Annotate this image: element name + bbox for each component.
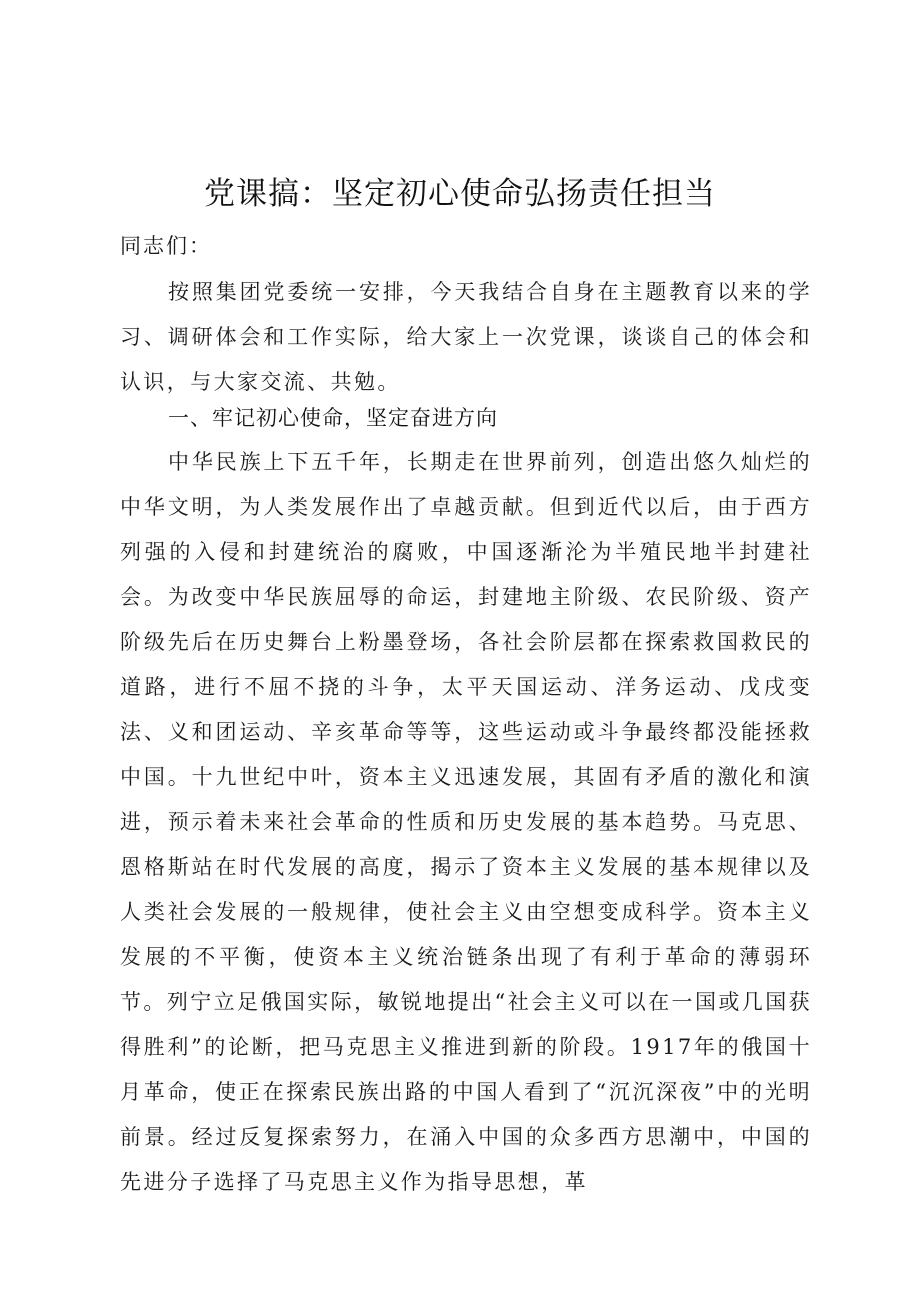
body-paragraph: 中华民族上下五千年，长期走在世界前列，创造出悠久灿烂的中华文明，为人类发展作出了卓越贡献。但到近代以后，由于西方列强的入侵和封建统治的腐败，中国逐渐沦为半殖民地半封建社会。为改变中华民族屈辱的命运，封建地主阶级、农民阶级、资产阶级先后在历史舞台上粉墨登场，各社会阶层都在探索救国救民的道路，进行不屈不挠的斗争，太平天国运动、洋务运动、戊戌变法、义和团运动、辛亥革命等等，这些运动或斗争最终都没能拯救中国。十九世纪中叶，资本主义迅速发展，其固有矛盾的激化和演进，预示着未来社会革命的性质和历史发展的基本趋势。马克思、恩格斯站在时代发展的高度，揭示了资本主义发展的基本规律以及人类社会发展的一般规律，使社会主义由空想变成科学。资本主义发展的不平衡，使资本主义统治链条出现了有利于革命的薄弱环节。列宁立足俄国实际，敏锐地提出“社会主义可以在一国或几国获得胜利”的论断，把马克思主义推进到新的阶段。1917年的俄国十月革命，使正在探索民族出路的中国人看到了“沉沉深夜”中的光明前景。经过反复探索努力，在涌入中国的众多西方思潮中，中国的先进分子选择了马克思主义作为指导思想，革 <box>120 450 812 1194</box>
intro-paragraph: 按照集团党委统一安排，今天我结合自身在主题教育以来的学习、调研体会和工作实际，给大家上一次党课，谈谈自己的体会和认识，与大家交流、共勉。 <box>120 280 812 394</box>
section-heading: 一、牢记初心使命，坚定奋进方向 <box>168 406 498 430</box>
document-title: 党课搞：坚定初心使命弘扬责任担当 <box>204 176 716 212</box>
salutation: 同志们： <box>120 234 212 258</box>
